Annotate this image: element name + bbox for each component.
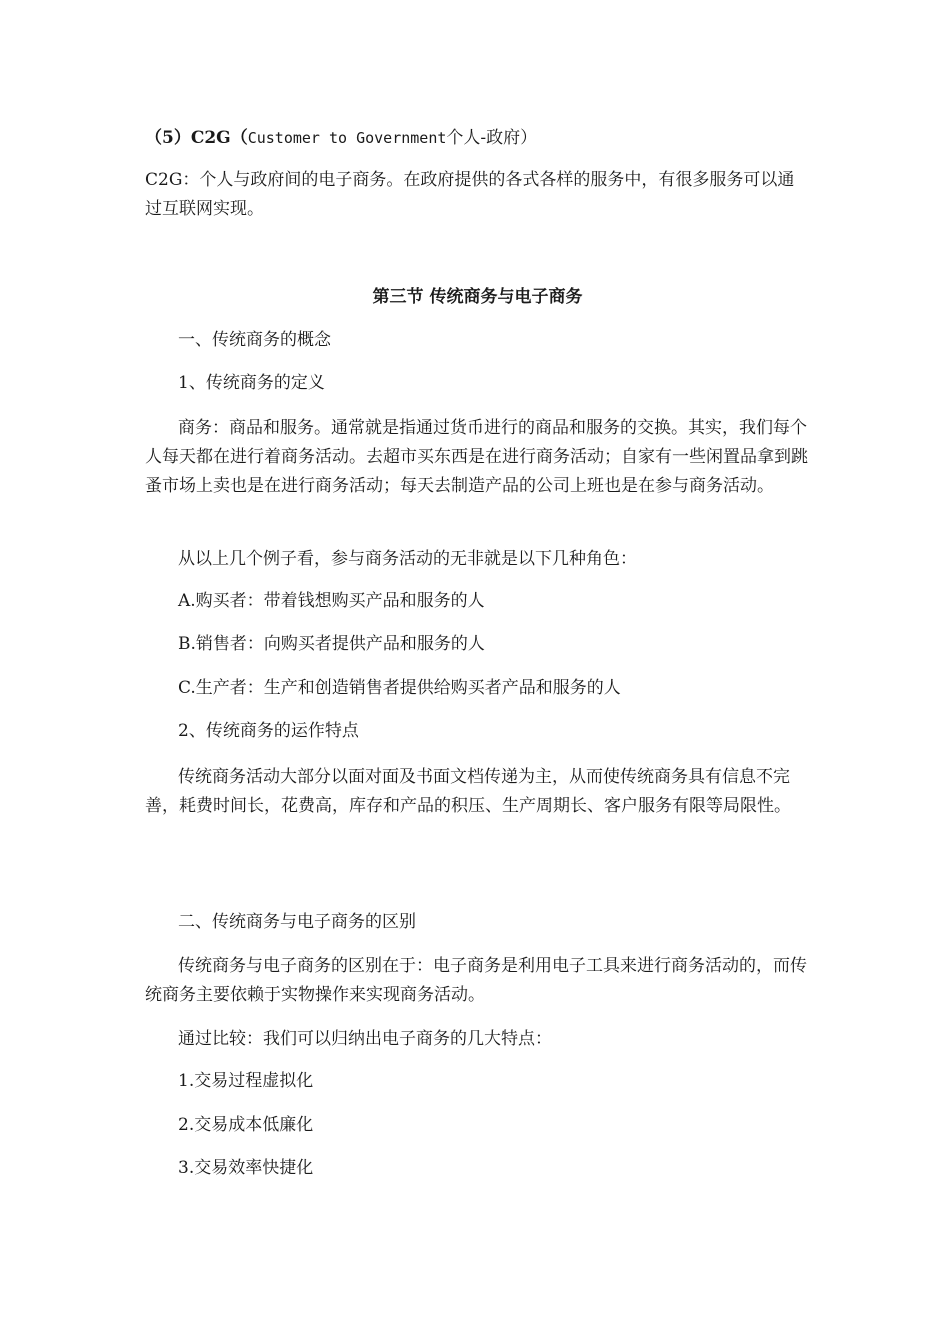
c2g-heading-prefix: （5）C2G（	[145, 128, 248, 148]
c2g-description: C2G：个人与政府间的电子商务。在政府提供的各式各样的服务中，有很多服务可以通过互联网实现。	[145, 170, 795, 219]
features-intro: 通过比较：我们可以归纳出电子商务的几大特点：	[178, 1029, 552, 1049]
section-2-paragraph: 传统商务与电子商务的区别在于：电子商务是利用电子工具来进行商务活动的，而传统商务主要依赖于实物操作来实现商务活动。	[145, 956, 807, 1005]
role-seller: B.销售者：向购买者提供产品和服务的人	[178, 634, 485, 654]
section-1-1-paragraph: 商务：商品和服务。通常就是指通过货币进行的商品和服务的交换。其实，我们每个人每天都在进行着商务活动。去超市买东西是在进行商务活动；自家有一些闲置品拿到跳蚤市场上卖也是在进行商务活动；每天去制造产品的公司上班也是在参与商务活动。	[145, 418, 808, 496]
feature-item: 1.交易过程虚拟化	[178, 1071, 314, 1091]
section-2-heading: 二、传统商务与电子商务的区别	[178, 912, 416, 932]
c2g-heading-suffix: 个人-政府）	[446, 128, 538, 148]
section-1-1-heading: 1、传统商务的定义	[178, 373, 325, 393]
document-page	[145, 0, 810, 1344]
c2g-heading	[145, 124, 537, 153]
role-producer: C.生产者：生产和创造销售者提供给购买者产品和服务的人	[178, 678, 621, 698]
section-1-heading: 一、传统商务的概念	[178, 330, 331, 350]
c2g-heading-english: Customer to Government	[247, 129, 447, 147]
role-buyer: A.购买者：带着钱想购买产品和服务的人	[178, 591, 485, 611]
section-1-2-paragraph: 传统商务活动大部分以面对面及书面文档传递为主，从而使传统商务具有信息不完善，耗费时间长，花费高，库存和产品的积压、生产周期长、客户服务有限等局限性。	[145, 767, 791, 816]
section-1-2-heading: 2、传统商务的运作特点	[178, 721, 359, 741]
feature-item: 2.交易成本低廉化	[178, 1115, 314, 1135]
section-title: 第三节 传统商务与电子商务	[372, 287, 583, 307]
feature-item: 3.交易效率快捷化	[178, 1158, 314, 1178]
roles-intro: 从以上几个例子看，参与商务活动的无非就是以下几种角色：	[178, 549, 637, 569]
